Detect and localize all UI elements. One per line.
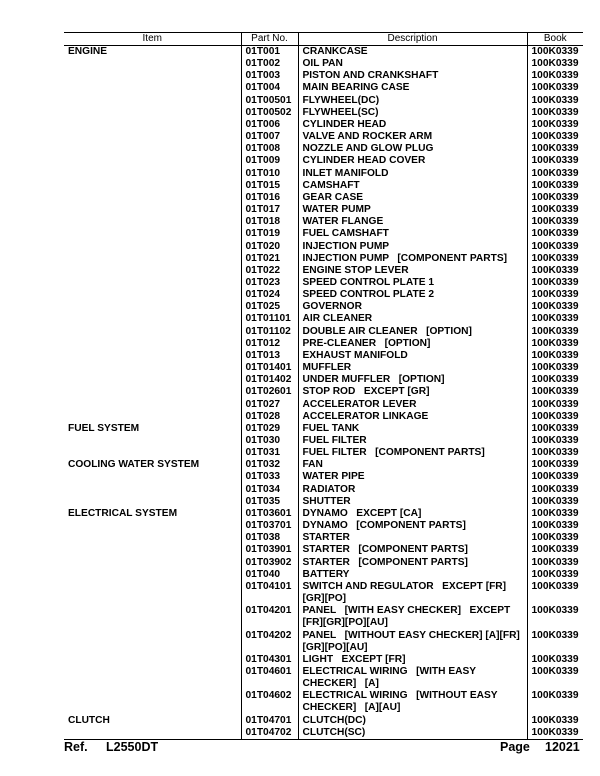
item-cell <box>64 605 241 629</box>
description-cell: PRE-CLEANER [OPTION] <box>298 338 527 350</box>
part-number-cell: 01T01102 <box>241 326 298 338</box>
table-header-row <box>64 33 583 46</box>
book-cell: 100K0339 <box>527 666 583 690</box>
table-row <box>64 508 583 520</box>
item-cell <box>64 386 241 398</box>
part-number-cell: 01T030 <box>241 435 298 447</box>
description-cell: CAMSHAFT <box>298 180 527 192</box>
header-description: Description <box>298 33 527 46</box>
book-cell: 100K0339 <box>527 313 583 325</box>
description-cell: STARTER <box>298 532 527 544</box>
ref-label: Ref. <box>64 740 88 754</box>
table-row <box>64 131 583 143</box>
item-cell <box>64 265 241 277</box>
table-row <box>64 119 583 131</box>
part-number-cell: 01T04202 <box>241 630 298 654</box>
part-number-cell: 01T016 <box>241 192 298 204</box>
part-number-cell: 01T04201 <box>241 605 298 629</box>
item-cell: COOLING WATER SYSTEM <box>68 459 200 471</box>
description-cell: AIR CLEANER <box>298 313 527 325</box>
item-cell <box>64 447 241 459</box>
book-cell: 100K0339 <box>527 544 583 556</box>
book-cell: 100K0339 <box>527 180 583 192</box>
description-cell: WATER PUMP <box>298 204 527 216</box>
table-row <box>64 168 583 180</box>
item-cell <box>64 496 241 508</box>
part-number-cell: 01T031 <box>241 447 298 459</box>
book-cell: 100K0339 <box>527 253 583 265</box>
item-cell <box>64 399 241 411</box>
table-row <box>64 350 583 362</box>
book-cell: 100K0339 <box>527 581 583 605</box>
item-cell: ENGINE <box>68 46 108 57</box>
part-number-cell: 01T00501 <box>241 95 298 107</box>
description-cell: CLUTCH(DC) <box>298 715 527 727</box>
book-cell: 100K0339 <box>527 690 583 714</box>
part-number-cell: 01T001 <box>241 46 298 59</box>
header-item: Item <box>64 33 241 46</box>
item-cell <box>64 58 241 70</box>
book-cell: 100K0339 <box>527 301 583 313</box>
part-number-cell: 01T00502 <box>241 107 298 119</box>
item-cell: CLUTCH <box>68 714 110 726</box>
item-cell <box>64 180 241 192</box>
description-cell: CYLINDER HEAD COVER <box>298 155 527 167</box>
book-cell: 100K0339 <box>527 168 583 180</box>
item-cell <box>64 131 241 143</box>
part-number-cell: 01T023 <box>241 277 298 289</box>
book-cell: 100K0339 <box>527 727 583 740</box>
book-cell: 100K0339 <box>527 95 583 107</box>
book-cell: 100K0339 <box>527 471 583 483</box>
item-cell <box>64 435 241 447</box>
parts-index-table <box>64 32 583 740</box>
book-cell: 100K0339 <box>527 265 583 277</box>
book-cell: 100K0339 <box>527 605 583 629</box>
description-cell: UNDER MUFFLER [OPTION] <box>298 374 527 386</box>
description-cell: DYNAMO EXCEPT [CA] <box>298 508 527 520</box>
part-number-cell: 01T03701 <box>241 520 298 532</box>
item-cell <box>64 168 241 180</box>
part-number-cell: 01T015 <box>241 180 298 192</box>
table-row <box>64 338 583 350</box>
item-cell <box>64 301 241 313</box>
item-cell <box>64 216 241 228</box>
book-cell: 100K0339 <box>527 569 583 581</box>
description-cell: SPEED CONTROL PLATE 2 <box>298 289 527 301</box>
book-cell: 100K0339 <box>527 374 583 386</box>
book-cell: 100K0339 <box>527 508 583 520</box>
part-number-cell: 01T002 <box>241 58 298 70</box>
table-row <box>64 435 583 447</box>
table-row <box>64 496 583 508</box>
table-row <box>64 70 583 82</box>
description-cell: VALVE AND ROCKER ARM <box>298 131 527 143</box>
description-cell: WATER FLANGE <box>298 216 527 228</box>
item-cell <box>64 666 241 690</box>
item-cell <box>64 228 241 240</box>
table-row <box>64 374 583 386</box>
part-number-cell: 01T038 <box>241 532 298 544</box>
item-cell <box>64 520 241 532</box>
description-cell: ENGINE STOP LEVER <box>298 265 527 277</box>
item-cell: ELECTRICAL SYSTEM <box>68 507 178 519</box>
description-cell: PANEL [WITH EASY CHECKER] EXCEPT [FR][GR][PO][AU] <box>298 605 527 629</box>
table-row <box>64 459 583 471</box>
table-row <box>64 228 583 240</box>
page-label: Page <box>500 740 530 754</box>
table-row <box>64 362 583 374</box>
item-cell <box>64 143 241 155</box>
part-number-cell: 01T019 <box>241 228 298 240</box>
part-number-cell: 01T018 <box>241 216 298 228</box>
part-number-cell: 01T021 <box>241 253 298 265</box>
description-cell: STARTER [COMPONENT PARTS] <box>298 544 527 556</box>
table-row <box>64 313 583 325</box>
part-number-cell: 01T007 <box>241 131 298 143</box>
table-row <box>64 143 583 155</box>
part-number-cell: 01T03902 <box>241 557 298 569</box>
book-cell: 100K0339 <box>527 423 583 435</box>
book-cell: 100K0339 <box>527 447 583 459</box>
description-cell: MAIN BEARING CASE <box>298 82 527 94</box>
book-cell: 100K0339 <box>527 131 583 143</box>
book-cell: 100K0339 <box>527 654 583 666</box>
book-cell: 100K0339 <box>527 326 583 338</box>
part-number-cell: 01T013 <box>241 350 298 362</box>
part-number-cell: 01T008 <box>241 143 298 155</box>
table-row <box>64 532 583 544</box>
description-cell: FLYWHEEL(SC) <box>298 107 527 119</box>
item-cell <box>64 155 241 167</box>
part-number-cell: 01T025 <box>241 301 298 313</box>
description-cell: MUFFLER <box>298 362 527 374</box>
book-cell: 100K0339 <box>527 241 583 253</box>
table-row <box>64 192 583 204</box>
table-row <box>64 447 583 459</box>
item-cell <box>64 95 241 107</box>
description-cell: OIL PAN <box>298 58 527 70</box>
item-cell <box>64 727 241 740</box>
description-cell: INJECTION PUMP [COMPONENT PARTS] <box>298 253 527 265</box>
book-cell: 100K0339 <box>527 532 583 544</box>
part-number-cell: 01T04602 <box>241 690 298 714</box>
part-number-cell: 01T04702 <box>241 727 298 740</box>
description-cell: DYNAMO [COMPONENT PARTS] <box>298 520 527 532</box>
book-cell: 100K0339 <box>527 386 583 398</box>
table-row <box>64 630 583 654</box>
part-number-cell: 01T024 <box>241 289 298 301</box>
part-number-cell: 01T04701 <box>241 715 298 727</box>
description-cell: DOUBLE AIR CLEANER [OPTION] <box>298 326 527 338</box>
part-number-cell: 01T010 <box>241 168 298 180</box>
description-cell: EXHAUST MANIFOLD <box>298 350 527 362</box>
part-number-cell: 01T009 <box>241 155 298 167</box>
part-number-cell: 01T04601 <box>241 666 298 690</box>
item-cell <box>64 484 241 496</box>
table-row <box>64 544 583 556</box>
book-cell: 100K0339 <box>527 82 583 94</box>
part-number-cell: 01T032 <box>241 459 298 471</box>
table-row <box>64 277 583 289</box>
part-number-cell: 01T040 <box>241 569 298 581</box>
part-number-cell: 01T035 <box>241 496 298 508</box>
table-row <box>64 557 583 569</box>
table-row <box>64 241 583 253</box>
part-number-cell: 01T01401 <box>241 362 298 374</box>
book-cell: 100K0339 <box>527 228 583 240</box>
header-book: Book <box>527 33 583 46</box>
book-cell: 100K0339 <box>527 520 583 532</box>
item-cell <box>64 277 241 289</box>
book-cell: 100K0339 <box>527 484 583 496</box>
part-number-cell: 01T028 <box>241 411 298 423</box>
description-cell: FAN <box>298 459 527 471</box>
table-row <box>64 95 583 107</box>
book-cell: 100K0339 <box>527 435 583 447</box>
table-row <box>64 253 583 265</box>
table-row <box>64 471 583 483</box>
book-cell: 100K0339 <box>527 496 583 508</box>
part-number-cell: 01T006 <box>241 119 298 131</box>
part-number-cell: 01T01101 <box>241 313 298 325</box>
table-row <box>64 46 583 59</box>
description-cell: SWITCH AND REGULATOR EXCEPT [FR][GR][PO] <box>298 581 527 605</box>
part-number-cell: 01T012 <box>241 338 298 350</box>
description-cell: FUEL TANK <box>298 423 527 435</box>
book-cell: 100K0339 <box>527 557 583 569</box>
item-cell <box>64 313 241 325</box>
table-row <box>64 326 583 338</box>
table-row <box>64 581 583 605</box>
table-row <box>64 423 583 435</box>
part-number-cell: 01T03601 <box>241 508 298 520</box>
table-row <box>64 155 583 167</box>
description-cell: SPEED CONTROL PLATE 1 <box>298 277 527 289</box>
book-cell: 100K0339 <box>527 277 583 289</box>
item-cell <box>64 630 241 654</box>
item-cell <box>64 569 241 581</box>
part-number-cell: 01T003 <box>241 70 298 82</box>
book-cell: 100K0339 <box>527 362 583 374</box>
table-row <box>64 216 583 228</box>
item-cell <box>64 690 241 714</box>
description-cell: GOVERNOR <box>298 301 527 313</box>
table-row <box>64 265 583 277</box>
table-row <box>64 399 583 411</box>
item-cell <box>64 350 241 362</box>
table-row <box>64 715 583 727</box>
book-cell: 100K0339 <box>527 289 583 301</box>
description-cell: LIGHT EXCEPT [FR] <box>298 654 527 666</box>
part-number-cell: 01T04101 <box>241 581 298 605</box>
description-cell: ACCELERATOR LEVER <box>298 399 527 411</box>
description-cell: SHUTTER <box>298 496 527 508</box>
item-cell <box>64 581 241 605</box>
table-row <box>64 107 583 119</box>
book-cell: 100K0339 <box>527 338 583 350</box>
item-cell: FUEL SYSTEM <box>68 422 140 434</box>
book-cell: 100K0339 <box>527 143 583 155</box>
table-row <box>64 605 583 629</box>
item-cell <box>64 241 241 253</box>
part-number-cell: 01T027 <box>241 399 298 411</box>
item-cell <box>64 471 241 483</box>
book-cell: 100K0339 <box>527 411 583 423</box>
item-cell <box>64 192 241 204</box>
table-row <box>64 301 583 313</box>
description-cell: STOP ROD EXCEPT [GR] <box>298 386 527 398</box>
part-number-cell: 01T02601 <box>241 386 298 398</box>
part-number-cell: 01T029 <box>241 423 298 435</box>
book-cell: 100K0339 <box>527 216 583 228</box>
part-number-cell: 01T01402 <box>241 374 298 386</box>
description-cell: ELECTRICAL WIRING [WITHOUT EASY CHECKER] [A][AU] <box>298 690 527 714</box>
description-cell: CRANKCASE <box>298 46 527 59</box>
book-cell: 100K0339 <box>527 204 583 216</box>
description-cell: CLUTCH(SC) <box>298 727 527 740</box>
table-row <box>64 289 583 301</box>
header-part-no: Part No. <box>241 33 298 46</box>
part-number-cell: 01T004 <box>241 82 298 94</box>
description-cell: FUEL CAMSHAFT <box>298 228 527 240</box>
item-cell <box>64 326 241 338</box>
table-row <box>64 411 583 423</box>
table-row <box>64 654 583 666</box>
part-number-cell: 01T03901 <box>241 544 298 556</box>
page-number: 12021 <box>545 740 580 754</box>
page-footer <box>0 740 600 756</box>
book-cell: 100K0339 <box>527 46 583 59</box>
part-number-cell: 01T022 <box>241 265 298 277</box>
description-cell: ELECTRICAL WIRING [WITH EASY CHECKER] [A] <box>298 666 527 690</box>
table-row <box>64 58 583 70</box>
description-cell: STARTER [COMPONENT PARTS] <box>298 557 527 569</box>
description-cell: CYLINDER HEAD <box>298 119 527 131</box>
item-cell <box>64 119 241 131</box>
item-cell <box>64 544 241 556</box>
model-number: L2550DT <box>106 740 159 754</box>
book-cell: 100K0339 <box>527 119 583 131</box>
table-row <box>64 727 583 740</box>
book-cell: 100K0339 <box>527 192 583 204</box>
book-cell: 100K0339 <box>527 70 583 82</box>
table-row <box>64 484 583 496</box>
book-cell: 100K0339 <box>527 715 583 727</box>
table-row <box>64 386 583 398</box>
description-cell: FUEL FILTER [COMPONENT PARTS] <box>298 447 527 459</box>
item-cell <box>64 362 241 374</box>
item-cell <box>64 289 241 301</box>
part-number-cell: 01T033 <box>241 471 298 483</box>
item-cell <box>64 70 241 82</box>
item-cell <box>64 253 241 265</box>
item-cell <box>64 338 241 350</box>
item-cell <box>64 411 241 423</box>
item-cell <box>64 654 241 666</box>
item-cell <box>64 107 241 119</box>
table-row <box>64 520 583 532</box>
item-cell <box>64 374 241 386</box>
description-cell: NOZZLE AND GLOW PLUG <box>298 143 527 155</box>
part-number-cell: 01T034 <box>241 484 298 496</box>
description-cell: ACCELERATOR LINKAGE <box>298 411 527 423</box>
description-cell: FUEL FILTER <box>298 435 527 447</box>
description-cell: PISTON AND CRANKSHAFT <box>298 70 527 82</box>
book-cell: 100K0339 <box>527 107 583 119</box>
part-number-cell: 01T04301 <box>241 654 298 666</box>
table-row <box>64 82 583 94</box>
book-cell: 100K0339 <box>527 350 583 362</box>
item-cell <box>64 82 241 94</box>
description-cell: INLET MANIFOLD <box>298 168 527 180</box>
table-row <box>64 690 583 714</box>
book-cell: 100K0339 <box>527 399 583 411</box>
part-number-cell: 01T017 <box>241 204 298 216</box>
book-cell: 100K0339 <box>527 459 583 471</box>
book-cell: 100K0339 <box>527 155 583 167</box>
table-row <box>64 666 583 690</box>
item-cell <box>64 204 241 216</box>
description-cell: FLYWHEEL(DC) <box>298 95 527 107</box>
table-row <box>64 569 583 581</box>
description-cell: GEAR CASE <box>298 192 527 204</box>
part-number-cell: 01T020 <box>241 241 298 253</box>
book-cell: 100K0339 <box>527 58 583 70</box>
description-cell: PANEL [WITHOUT EASY CHECKER] [A][FR][GR][PO][AU] <box>298 630 527 654</box>
item-cell <box>64 557 241 569</box>
description-cell: WATER PIPE <box>298 471 527 483</box>
description-cell: INJECTION PUMP <box>298 241 527 253</box>
table-row <box>64 180 583 192</box>
item-cell <box>64 532 241 544</box>
description-cell: RADIATOR <box>298 484 527 496</box>
description-cell: BATTERY <box>298 569 527 581</box>
table-row <box>64 204 583 216</box>
book-cell: 100K0339 <box>527 630 583 654</box>
